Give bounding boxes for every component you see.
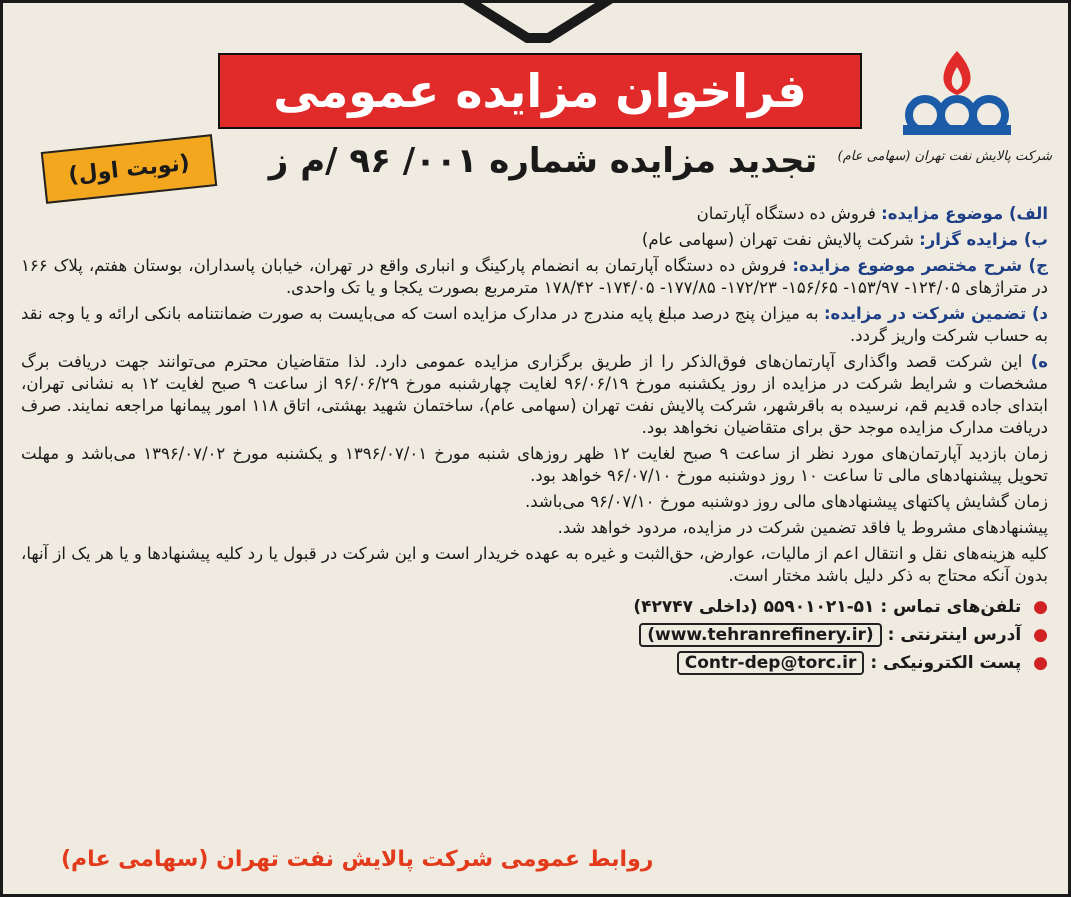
section-d-text: به میزان پنج درصد مبلغ پایه مندرج در مدارک مزایده است که می‌بایست به صورت ضمانتنامه بانکی ارائه و یا وجه نقد به حساب شرکت واریز گردد.: [21, 304, 1048, 345]
section-b-label: ب) مزایده گزار:: [919, 230, 1048, 249]
visit-schedule-paragraph: زمان بازدید آپارتمان‌های مورد نظر از ساعت ۹ صبح لغایت ۱۲ ظهر روزهای شنبه مورخ ۱۳۹۶/۰۷/۰۱ و یکشنبه مورخ ۱۳۹۶/۰۷/۰۲ می‌باشد و مهلت تحویل پیشنهادهای مالی تا ساعت ۱۰ روز دوشنبه مورخ ۹۶/۰۷/۱۰ خواهد بود.: [21, 444, 1048, 485]
section-e: [21, 351, 1048, 439]
section-a: [21, 203, 1048, 225]
section-c-text: فروش ده دستگاه آپارتمان به انضمام پارکینگ و انباری واقع در تهران، خیابان پاسداران، بوستان هفتم، پلاک ۱۶۶ در متراژهای ۱۲۴/۰۵- ۱۵۳/۹۷- ۱۵۶/۶۵- ۱۷۲/۲۳- ۱۷۷/۸۵- ۱۷۴/۰۵- ۱۷۸/۴۲ مترمربع بصورت یکجا و یا تک واحدی.: [21, 256, 1048, 297]
contacts: [21, 593, 1048, 677]
section-c: [21, 255, 1048, 299]
section-a-label: الف) موضوع مزایده:: [881, 204, 1048, 223]
opening-paragraph: زمان گشایش پاکتهای پیشنهادهای مالی روز دوشنبه مورخ ۹۶/۰۷/۱۰ می‌باشد.: [525, 492, 1048, 511]
section-b: [21, 229, 1048, 251]
round-badge: (نوبت اول): [41, 134, 217, 204]
email-link[interactable]: Contr-dep@torc.ir: [677, 651, 865, 675]
section-d: [21, 303, 1048, 347]
bullet-icon: ●: [1033, 653, 1048, 673]
costs-paragraph: کلیه هزینه‌های نقل و انتقال اعم از مالیات، عوارض، حق‌الثبت و غیره به عهده خریدار است و این شرکت در قبول یا رد کلیه پیشنهادها و یا هر یک از آنها، بدون آنکه محتاج به ذکر دلیل باشد مختار است.: [21, 544, 1048, 585]
bullet-icon: ●: [1033, 625, 1048, 645]
website-label: آدرس اینترنتی :: [887, 625, 1022, 645]
auction-number: تجدید مزایده شماره ۰۰۱/ ۹۶ /م ز: [268, 141, 818, 181]
contact-email-row: [21, 649, 1048, 677]
section-d-label: د) تضمین شرکت در مزایده:: [823, 304, 1048, 323]
contact-phone-row: [21, 593, 1048, 621]
section-c-label: ج) شرح مختصر موضوع مزایده:: [792, 256, 1048, 275]
phone-label: تلفن‌های تماس :: [880, 597, 1022, 617]
section-b-text: شرکت پالایش نفت تهران (سهامی عام): [641, 230, 914, 249]
page-title: فراخوان مزایده عمومی: [218, 53, 862, 129]
section-e-label: ه): [1030, 352, 1048, 371]
phone-value: ۵۱-۵۵۹۰۱۰۲۱ (داخلی ۴۲۷۴۷): [633, 597, 875, 617]
website-link[interactable]: (www.tehranrefinery.ir): [639, 623, 881, 647]
section-a-text: فروش ده دستگاه آپارتمان: [696, 204, 876, 223]
company-logo: [837, 45, 1052, 185]
flame-logo-icon: [897, 45, 1017, 145]
rejection-paragraph: پیشنهادهای مشروط یا فاقد تضمین شرکت در مزایده، مردود خواهد شد.: [557, 518, 1048, 537]
section-e-text: این شرکت قصد واگذاری آپارتمان‌های فوق‌الذکر را از طریق برگزاری مزایده عمومی دارد. لذا متقاضیان محترم می‌توانند جهت دریافت برگ مشخصات و شرایط شرکت در مزایده از روز یکشنبه مورخ ۹۶/۰۶/۱۹ لغایت چهارشنبه مورخ ۹۶/۰۶/۲۹ از ساعت ۹ صبح لغایت ۱۲ به نشانی تهران، ابتدای جاده قدیم قم، نرسیده به باقرشهر، شرکت پالایش نفت تهران (سهامی عام)، ساختمان شهید بهشتی، اتاق ۱۱۸ امور پیمانها مراجعه نمایند. صرف دریافت مدارک مزایده موجد حق برای متقاضیان نخواهد بود.: [21, 352, 1049, 437]
bullet-icon: ●: [1033, 597, 1048, 617]
contact-website-row: [21, 621, 1048, 649]
logo-caption: شرکت پالایش نفت تهران (سهامی عام): [837, 149, 1052, 164]
footer-signature: روابط عمومی شرکت پالایش نفت تهران (سهامی عام): [61, 847, 654, 872]
email-label: پست الکترونیکی :: [870, 653, 1022, 673]
announcement-body: [21, 203, 1048, 677]
